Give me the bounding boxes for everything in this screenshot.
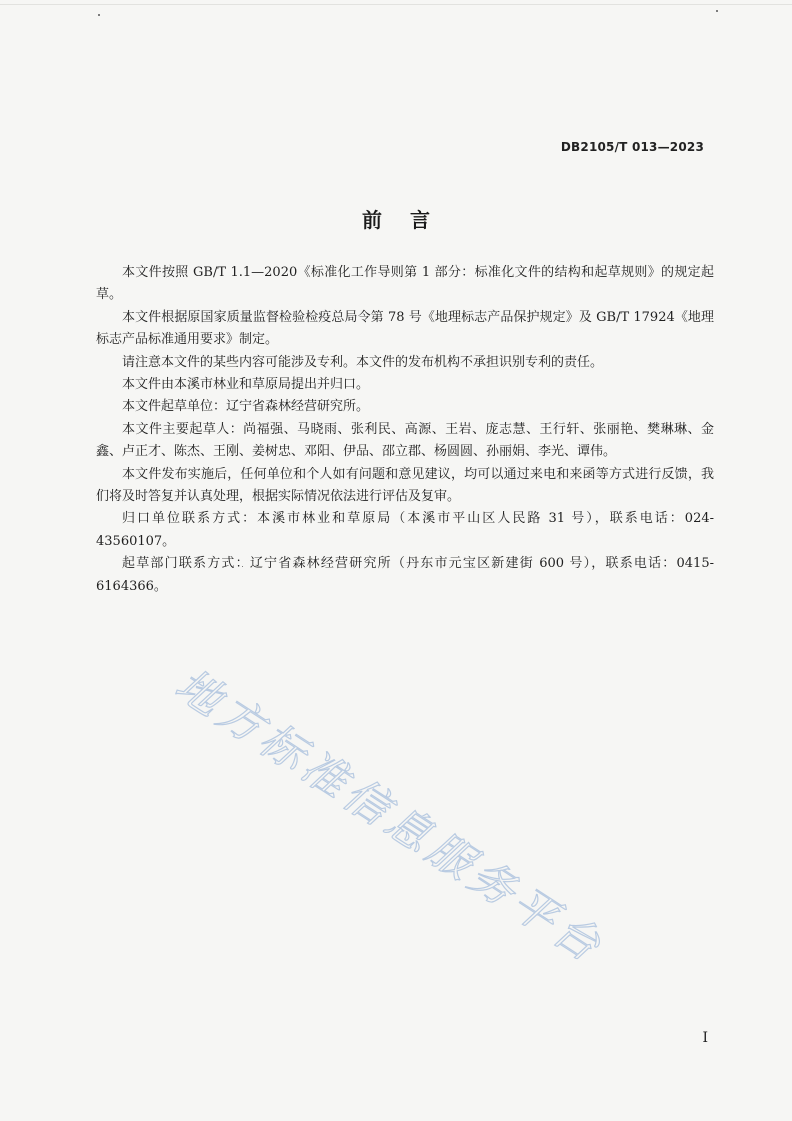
watermark: 地方标准信息服务平台: [166, 659, 614, 975]
paragraph-drafter-contact: 起草部门联系方式：辽宁省森林经营研究所（丹东市元宝区新建街 600 号），联系电话：0415-6164366。: [96, 556, 714, 594]
scan-edge-line: [0, 4, 792, 5]
paragraph-drafting-unit: 本文件起草单位：辽宁省森林经营研究所。: [122, 399, 370, 415]
foreword-body: [96, 262, 714, 598]
paragraph-basis: 本文件根据原国家质量监督检验检疫总局令第 78 号《地理标志产品保护规定》及 GB/T 17924《地理标志产品标准通用要求》制定。: [96, 309, 714, 348]
scan-speck: [98, 14, 100, 16]
document-code: DB2105/T 013—2023: [560, 140, 704, 154]
scan-speck: [716, 10, 718, 12]
paragraph-authority-contact: 归口单位联系方式：本溪市林业和草原局（本溪市平山区人民路 31 号），联系电话：024-43560107。: [96, 511, 714, 549]
page-number: I: [702, 1030, 708, 1046]
paragraph-patent-notice: 请注意本文件的某些内容可能涉及专利。本文件的发布机构不承担识别专利的责任。: [122, 354, 604, 370]
paragraph-drafting-rules: 本文件按照 GB/T 1.1—2020《标准化工作导则第 1 部分：标准化文件的结构和起草规则》的规定起草。: [96, 265, 714, 303]
paragraph-drafters: 本文件主要起草人：尚福强、马晓雨、张利民、高源、王岩、庞志慧、王行轩、张丽艳、樊琳琳、金鑫、卢正才、陈杰、王刚、姜树忠、邓阳、伊品、邵立郡、杨圆圆、孙丽娟、李光、谭伟。: [96, 421, 714, 460]
paragraph-proposer: 本文件由本溪市林业和草原局提出并归口。: [122, 377, 370, 393]
page-title: 前言: [362, 208, 458, 232]
paragraph-feedback: 本文件发布实施后，任何单位和个人如有问题和意见建议，均可以通过来电和来函等方式进行反馈，我们将及时答复并认真处理，根据实际情况依法进行评估及复审。: [96, 466, 714, 505]
